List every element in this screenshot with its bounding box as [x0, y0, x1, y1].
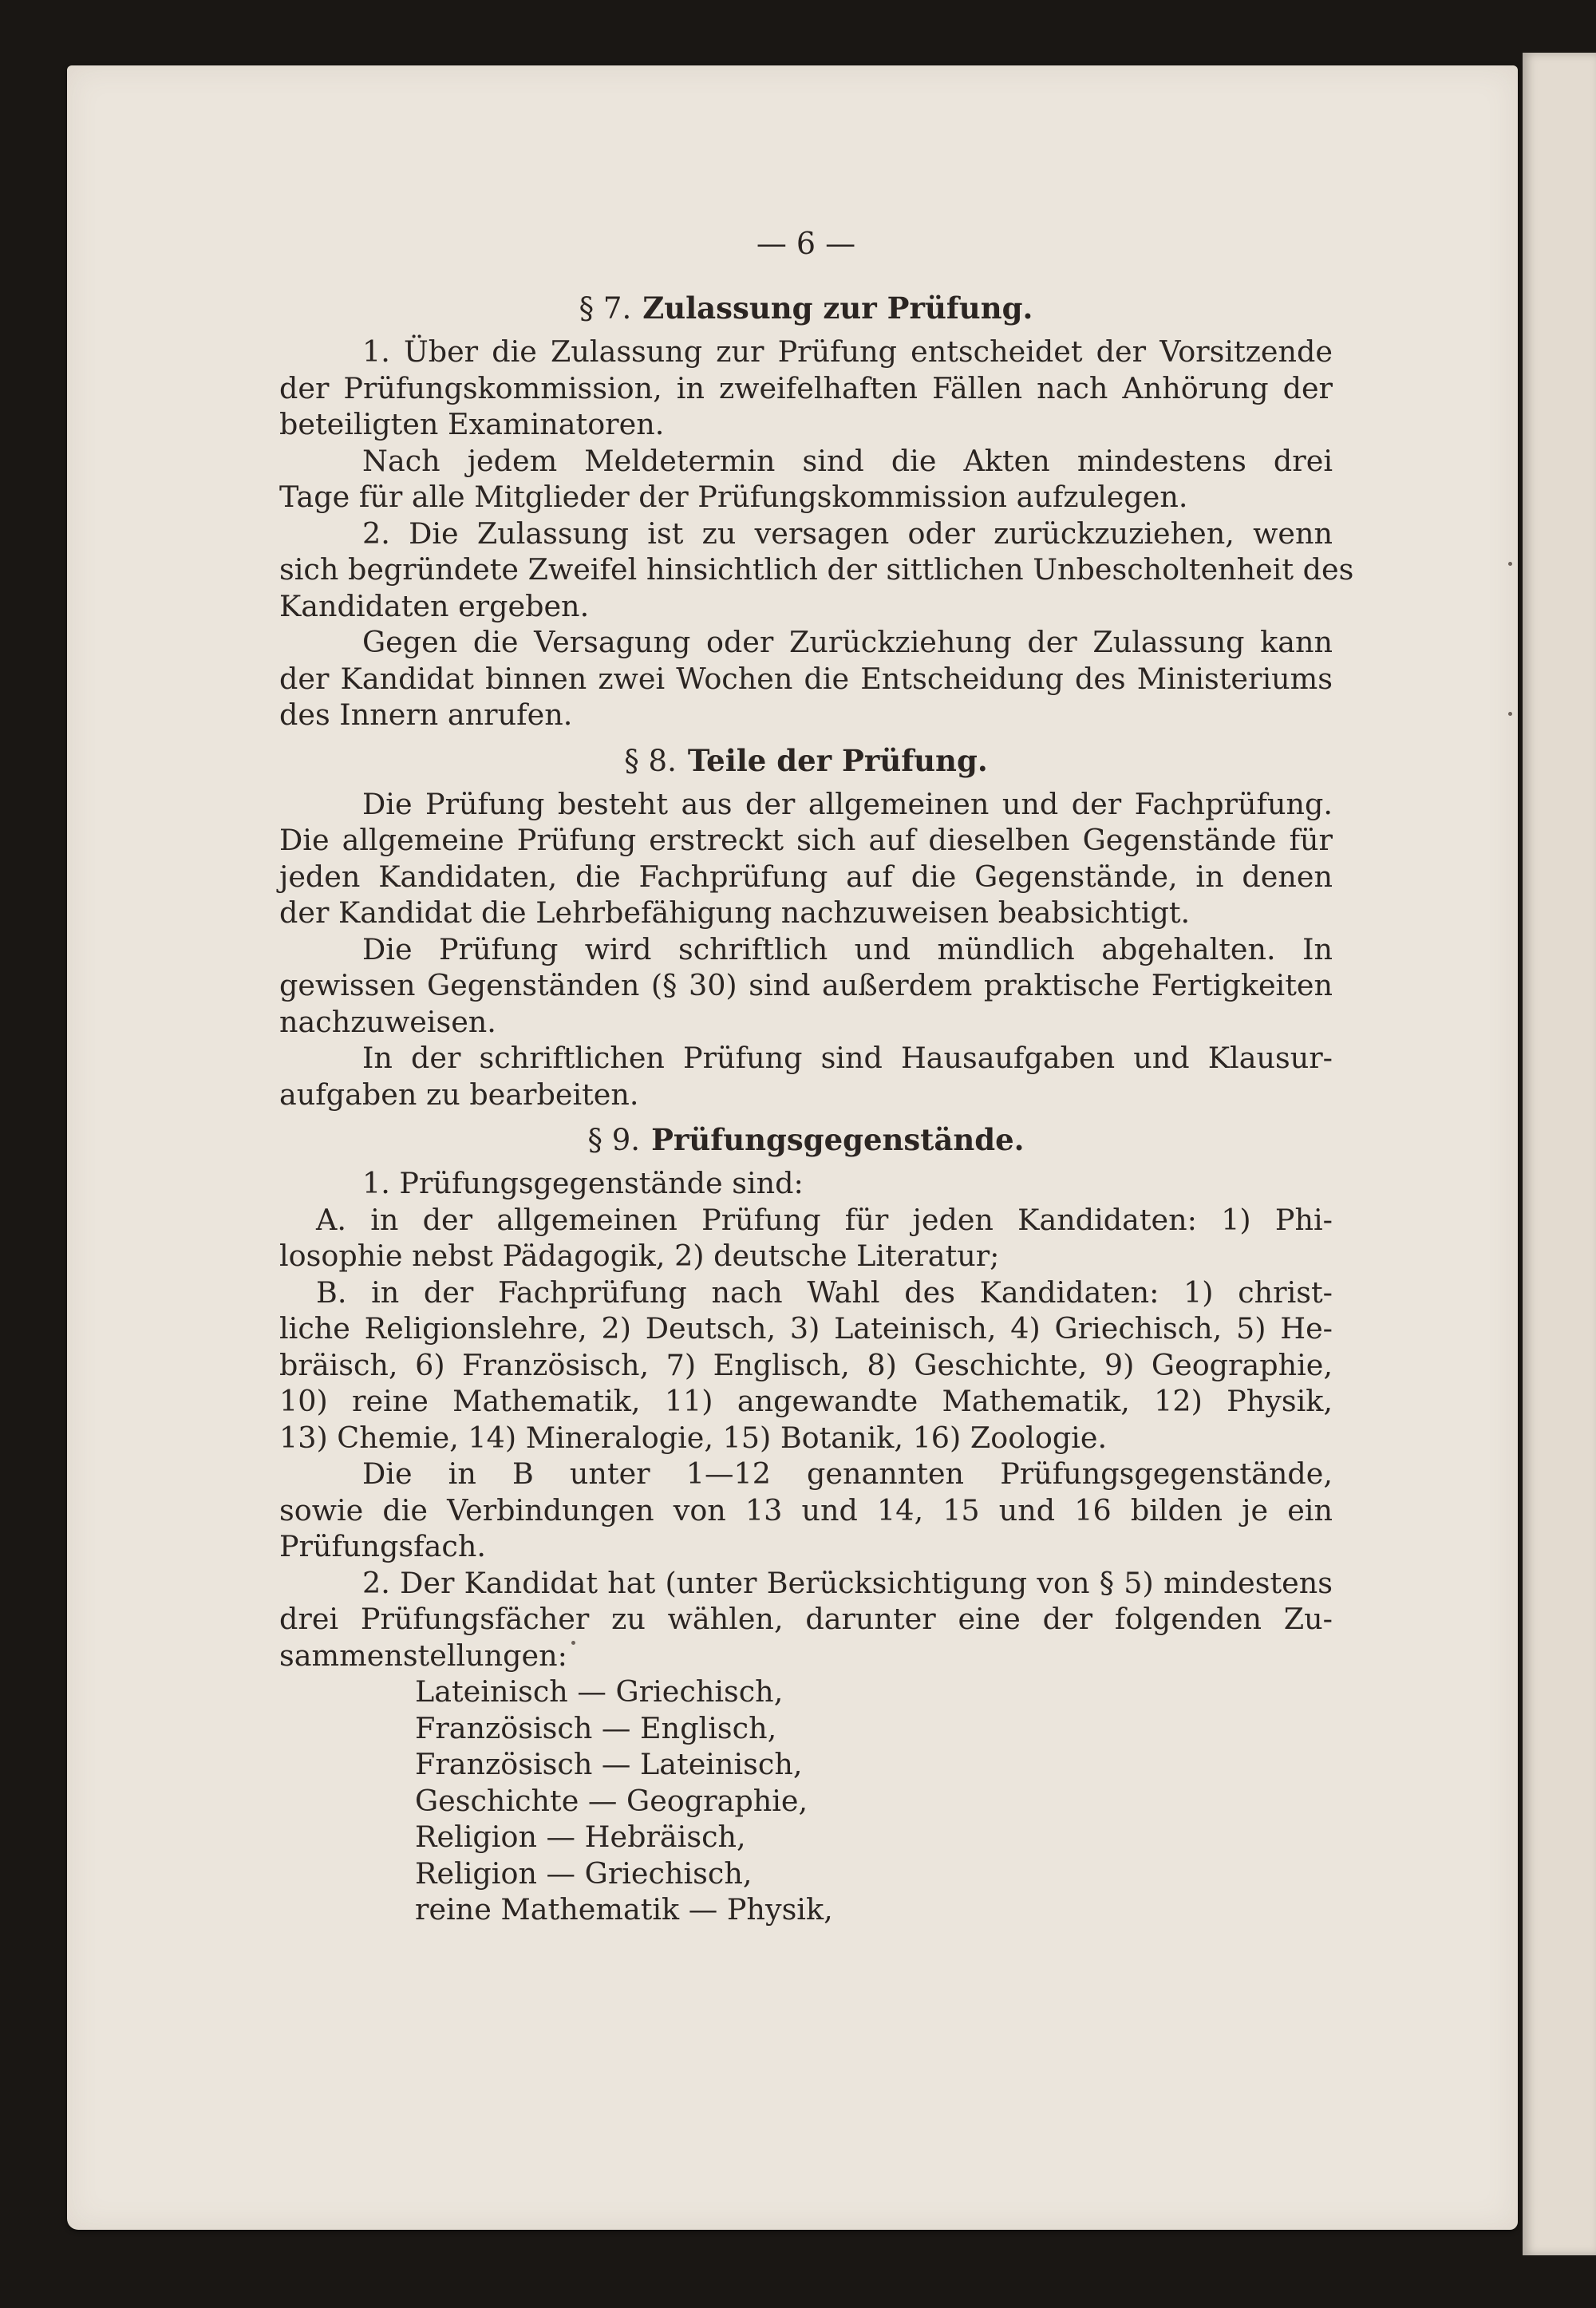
- text-line: liche Religionslehre, 2) Deutsch, 3) Lateinisch, 4) Griechisch, 5) He-: [279, 1311, 1333, 1346]
- text-line: 1. Über die Zulassung zur Prüfung entscheidet der Vorsitzende: [362, 334, 1333, 369]
- page-text: [279, 223, 1354, 1928]
- page-number: — 6 —: [756, 226, 856, 261]
- text-line: Tage für alle Mitglieder der Prüfungskommission aufzulegen.: [279, 480, 1188, 514]
- text-line: reine Mathematik — Physik,: [415, 1892, 833, 1927]
- text-line: sammenstellungen:: [279, 1638, 567, 1673]
- text-line: In der schriftlichen Prüfung sind Hausaufgaben und Klausur-: [362, 1041, 1333, 1075]
- text-line: Lateinisch — Griechisch,: [415, 1674, 784, 1709]
- text-line: der Kandidat die Lehrbefähigung nachzuweisen beabsichtigt.: [279, 895, 1191, 930]
- text-line: 2. Die Zulassung ist zu versagen oder zurückzuziehen, wenn: [362, 516, 1333, 551]
- text-line: Gegen die Versagung oder Zurückziehung der Zulassung kann: [362, 625, 1333, 659]
- section-heading: [279, 738, 1333, 783]
- paper-speck: [1508, 562, 1512, 566]
- section-number: § 7.: [579, 291, 632, 326]
- text-line: der Kandidat binnen zwei Wochen die Entscheidung des Ministeriums: [279, 661, 1333, 696]
- text-line: A. in der allgemeinen Prüfung für jeden Kandidaten: 1) Phi-: [316, 1202, 1333, 1237]
- sections-container: [279, 286, 1354, 1928]
- paper-speck: [1508, 712, 1512, 716]
- text-line: aufgaben zu bearbeiten.: [279, 1077, 639, 1112]
- text-line: drei Prüfungsfächer zu wählen, darunter eine der folgenden Zu-: [279, 1602, 1333, 1636]
- text-line: Französisch — Lateinisch,: [415, 1747, 803, 1781]
- text-line: losophie nebst Pädagogik, 2) deutsche Literatur;: [279, 1239, 1000, 1273]
- section-title: Zulassung zur Prüfung.: [642, 290, 1033, 326]
- text-line: bräisch, 6) Französisch, 7) Englisch, 8) Geschichte, 9) Geographie,: [279, 1347, 1333, 1382]
- text-line: 2. Der Kandidat hat (unter Berücksichtigung von § 5) mindestens: [362, 1565, 1333, 1600]
- text-line: Die Prüfung besteht aus der allgemeinen und der Fachprüfung.: [362, 786, 1333, 821]
- text-line: Geschichte — Geographie,: [415, 1783, 808, 1818]
- text-line: Französisch — Englisch,: [415, 1710, 777, 1745]
- text-line: B. in der Fachprüfung nach Wahl des Kandidaten: 1) christ-: [316, 1275, 1333, 1310]
- text-line: sich begründete Zweifel hinsichtlich der sittlichen Unbescholtenheit des: [279, 552, 1354, 587]
- section-number: § 8.: [624, 743, 677, 778]
- text-line: Nach jedem Meldetermin sind die Akten mindestens drei: [362, 443, 1333, 478]
- section-heading: [279, 1117, 1333, 1162]
- text-line: des Innern anrufen.: [279, 698, 573, 732]
- text-line: jeden Kandidaten, die Fachprüfung auf die Gegenstände, in denen: [279, 859, 1333, 894]
- text-line: Die Prüfung wird schriftlich und mündlich abgehalten. In: [362, 931, 1333, 966]
- text-line: gewissen Gegenständen (§ 30) sind außerdem praktische Fertigkeiten: [279, 968, 1333, 1002]
- section-number: § 9.: [587, 1123, 641, 1157]
- section-heading: [279, 286, 1333, 330]
- text-line: nachzuweisen.: [279, 1004, 496, 1039]
- text-line: Die in B unter 1—12 genannten Prüfungsgegenstände,: [362, 1456, 1333, 1491]
- adjacent-page-edge: [1523, 53, 1596, 2255]
- section-title: Prüfungsgegenstände.: [651, 1122, 1025, 1157]
- section-title: Teile der Prüfung.: [687, 742, 988, 778]
- text-line: Prüfungsfach.: [279, 1529, 486, 1563]
- text-line: Die allgemeine Prüfung erstreckt sich auf dieselben Gegenstände für: [279, 823, 1333, 857]
- text-line: Kandidaten ergeben.: [279, 588, 590, 623]
- text-line: Religion — Griechisch,: [415, 1855, 753, 1891]
- text-line: Religion — Hebräisch,: [415, 1820, 746, 1854]
- text-line: beteiligten Examinatoren.: [279, 407, 665, 441]
- text-line: 10) reine Mathematik, 11) angewandte Mathematik, 12) Physik,: [279, 1384, 1333, 1418]
- text-line: 1. Prüfungsgegenstände sind:: [362, 1166, 804, 1200]
- text-line: 13) Chemie, 14) Mineralogie, 15) Botanik, 16) Zoologie.: [279, 1420, 1108, 1455]
- text-line: sowie die Verbindungen von 13 und 14, 15 und 16 bilden je ein: [279, 1492, 1333, 1527]
- text-line: der Prüfungskommission, in zweifelhaften Fällen nach Anhörung der: [279, 370, 1333, 405]
